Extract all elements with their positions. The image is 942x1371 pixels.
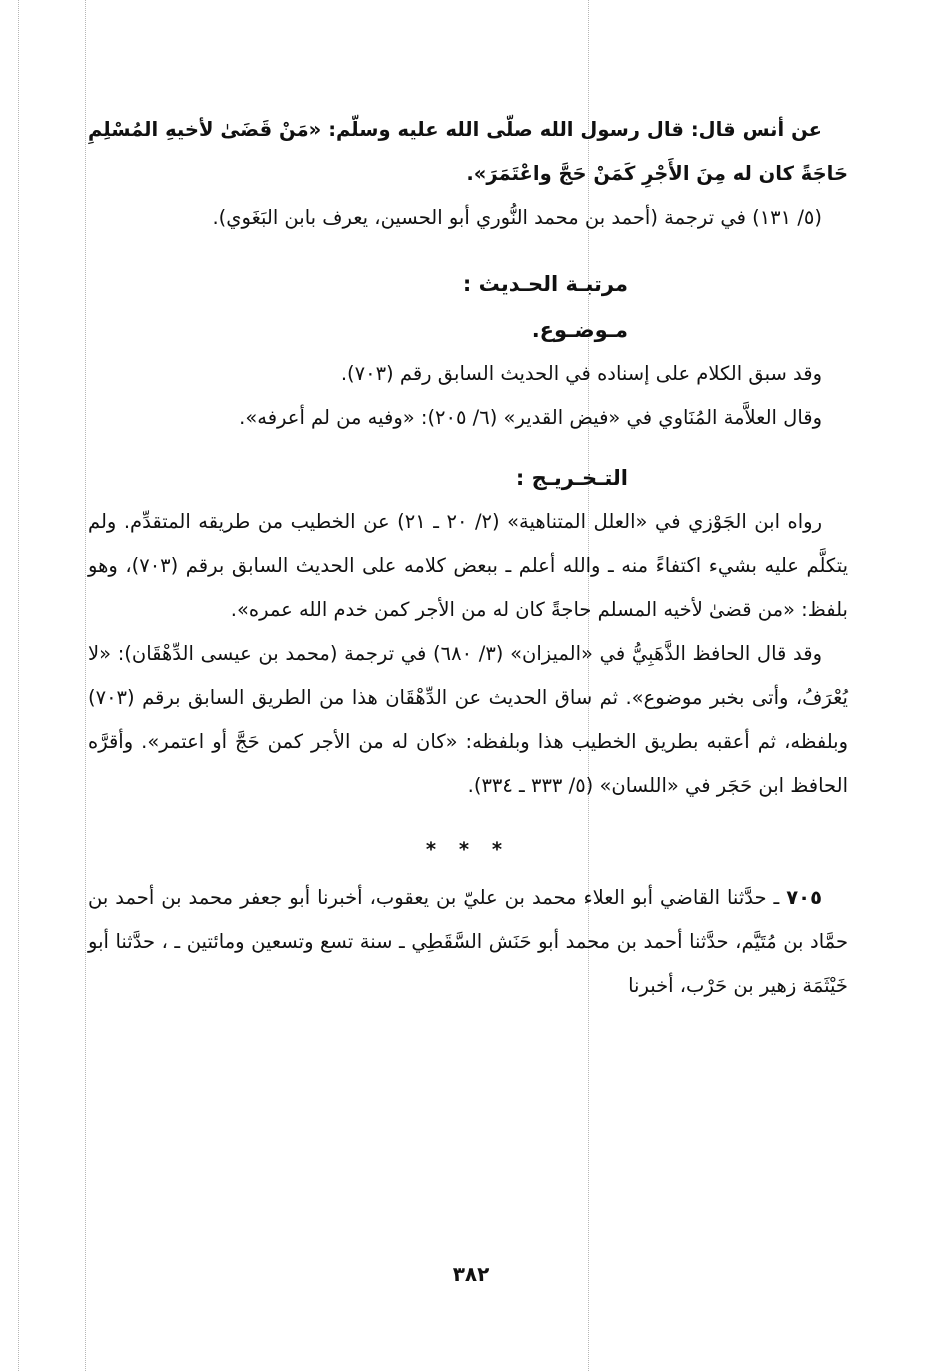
page-number: ٣٨٢ xyxy=(452,1262,490,1286)
section-separator: * * * xyxy=(425,838,511,861)
isnad-text: ـ حدَّثنا القاضي أبو العلاء محمد بن عليّ بن يعقوب، أخبرنا أبو جعفر محمد بن أحمد بن حمَّاد بن مُتَيَّم، حدَّثنا أحمد بن محمد أبو حَنَش السَّقَطِي ـ سنة تسع وتسعين ومائتين ـ ، حدَّثنا أبو خَيْثَمَة زهير بن حَرْب، أخبرنا xyxy=(88,886,848,997)
paragraph-munawi: وقال العلاَّمة المُنَاوي في «فيض القدير» (٦/ ٢٠٥): «وفيه من لم أعرفه». xyxy=(239,406,822,429)
section-heading-rank: مرتبـة الحـديث : xyxy=(462,272,628,296)
margin-guide-left xyxy=(18,0,19,1371)
section-heading-takhrij: التـخـريـج : xyxy=(515,466,628,490)
page-body xyxy=(88,108,848,1008)
paragraph-ibn-jawzi: رواه ابن الجَوْزي في «العلل المتناهية» (٢/ ٢٠ ـ ٢١) عن الخطيب من طريقه المتقدِّم. ولم يتكلَّم عليه بشيء اكتفاءً منه ـ والله أعلم ـ ببعض كلامه على الحديث السابق برقم (٧٠٣)، وهو بلفظ: «من قضىٰ لأخيه المسلم حاجةً كان له من الأجر كمن خدم الله عمره». xyxy=(88,510,849,621)
paragraph-previous-discussion: وقد سبق الكلام على إسناده في الحديث السابق رقم (٧٠٣). xyxy=(340,362,822,385)
hadith-number: ٧٠٥ xyxy=(786,886,822,909)
margin-guide-inner xyxy=(85,0,86,1371)
rank-verdict: مـوضـوع. xyxy=(531,318,628,342)
source-reference: (٥/ ١٣١) في ترجمة (أحمد بن محمد النُّوري أبو الحسين، يعرف بابن البَغَوي). xyxy=(212,206,822,229)
hadith-text: عن أنس قال: قال رسول الله صلّى الله عليه وسلّم: «مَنْ قَضَىٰ لأخيهِ المُسْلِمِ حَاجَةً كان له مِنَ الأَجْرِ كَمَنْ حَجَّ واعْتَمَرَ». xyxy=(88,118,848,185)
paragraph-dhahabi: وقد قال الحافظ الذَّهَبِيُّ في «الميزان» (٣/ ٦٨٠) في ترجمة (محمد بن عيسى الدِّهْقَان): «لا يُعْرَفُ، وأتى بخبر موضوع». ثم ساق الحديث عن الدِّهْقَان هذا من الطريق السابق برقم (٧٠٣) وبلفظه، ثم أعقبه بطريق الخطيب هذا وبلفظه: «كان له من الأجر كمن حَجَّ أو اعتمر». وأقرَّه الحافظ ابن حَجَر في «اللسان» (٥/ ٣٣٣ ـ ٣٣٤). xyxy=(88,642,848,797)
hadith-705-chain xyxy=(88,876,848,1008)
